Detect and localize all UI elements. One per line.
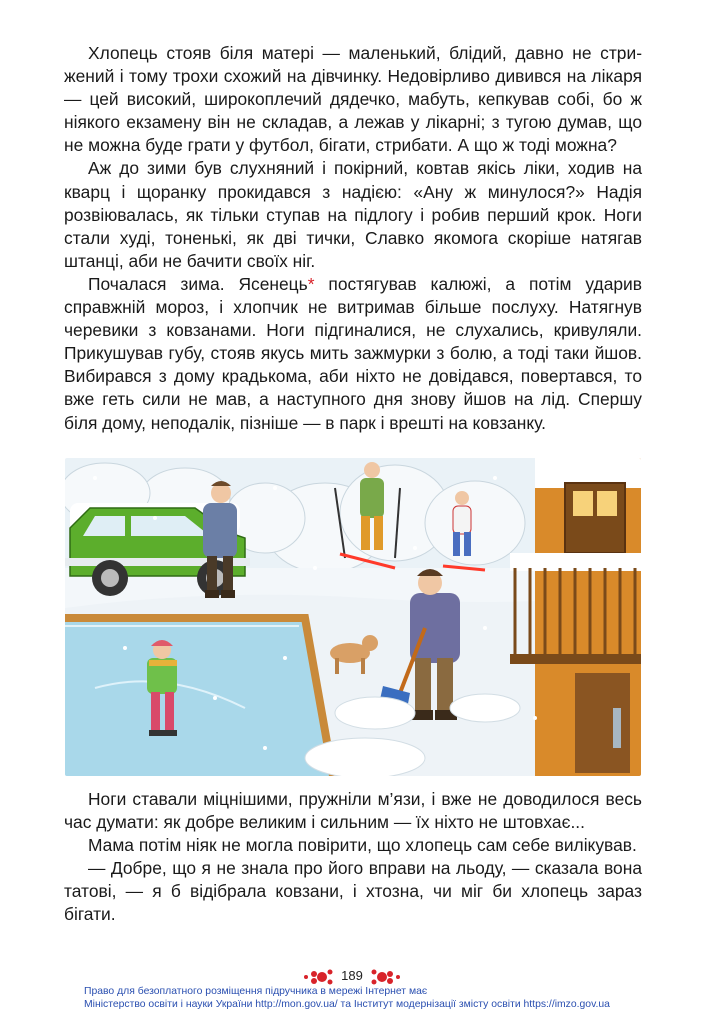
page-number: 189: [341, 968, 363, 983]
paragraph-3-rest: постягував калюжі, а потім ударив справжній мороз, і хлопчик не витримав більше послуху. Натягнув черевики з ковзанами. Ноги підгиналися, не слухались, кривуляли. Прикушував губу, стояв якусь мить зажмурки з болю, а тоді таки йшов. Вибирався з дому крадькома, аби ніхто не довідався, повертався, то вже геть сили не мав, а наступного дня знову йшов на лід. Спершу біля дому, неподалік, пізніше — в парк і врешті на ковзанку.: [64, 273, 642, 433]
text-top: [64, 42, 642, 435]
footer-notice: [84, 985, 644, 1011]
paragraph-4: Ноги ставали міцнішими, пружніли м’язи, і вже не доводилося весь час думати: як добре великим і сильним — їх ніхто не штовхає...: [64, 789, 642, 833]
text-bottom: [64, 788, 642, 927]
paragraph-3-start: Почалася зима. Ясенець: [88, 273, 308, 294]
paragraph-2: Аж до зими був слухняний і покірний, ковтав якісь ліки, ходив на кварц і щоранку прокидався з надією: «Ану ж минулося?» Надія розвіювалась, як тільки ступав на підлогу і робив перший крок. Ноги стали худі, тоненькі, як дві тички, Славко якомога скоріше натягав штанці, аби не бачити своїх ніг.: [64, 158, 642, 271]
paragraph-1: Хлопець стояв біля матері — маленький, блідий, давно не стрижений і тому трохи схожий на дівчинку. Недовірливо дивився на лікаря — цей високий, широкоплечий дядечко, мабуть, кепкував собі, бо ж ніякого екзамену він не складав, а лежав у лікарні; з тугою думав, що не можна буде грати у футбол, бігати, стрибати. А що ж тоді можна?: [64, 43, 642, 156]
winter-illustration: [65, 458, 641, 776]
paragraph-6: — Добре, що я не знала про його вправи на льоду, — сказала вона татові, — я б відібрала ковзани, і хтозна, чи міг би хлопець зараз бігати.: [64, 858, 642, 925]
footnote-star: *: [307, 273, 315, 294]
ice-rink: [65, 618, 333, 776]
paragraph-3: [64, 273, 642, 435]
paragraph-5: Мама потім ніяк не могла повірити, що хлопець сам себе вилікував.: [88, 835, 637, 856]
winter-scene-drawing: [65, 458, 641, 776]
footer-line-2: Міністерство освіти і науки України http://mon.gov.ua/ та Інститут модернізації змісту освіти https://imzo.gov.ua: [84, 999, 610, 1010]
footer-line-1: Право для безоплатного розміщення підручника в мережі Інтернет має: [84, 986, 428, 997]
